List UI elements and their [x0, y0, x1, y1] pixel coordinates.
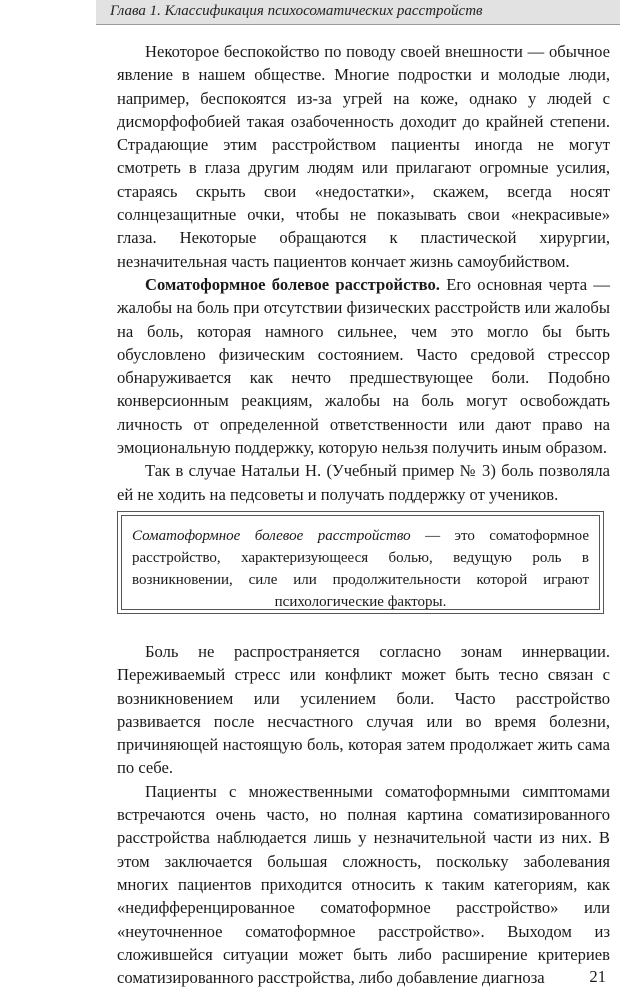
page-number: 21	[589, 967, 606, 986]
definition-text: — это соматоформное расстройство, характеризующееся болью, ведущую роль в возникновении, силе или продолжительности которой играют психологические факторы.	[132, 528, 589, 610]
definition-box	[117, 511, 604, 614]
paragraph-somatoform-pain	[117, 273, 610, 459]
definition-inner-frame	[121, 515, 600, 610]
section-heading: Соматоформное болевое расстройство.	[145, 274, 440, 294]
running-header	[96, 0, 620, 25]
paragraph-somatoform-pain-text: Его основная черта — жалобы на боль при отсутствии физических расстройств или жалобы на боль, которая намного сильнее, чем это могло бы быть обусловлено физическим состоянием. Часто средовой стрессор обнаруживается как нечто предшествующее боли. Подобно конверсионным реакциям, жалобы на боль могут освобождать личность от определенной ответственности или дают право на эмоциональную поддержку, которую нельзя получить иным образом.	[117, 274, 610, 458]
paragraph-case-example: Так в случае Натальи Н. (Учебный пример № 3) боль позволяла ей не ходить на педсоветы и получать поддержку от учеников.	[117, 461, 610, 504]
paragraph-dysmorphophobia: Некоторое беспокойство по поводу своей внешности — обычное явление в нашем обществе. Многие подростки и молодые люди, например, беспокоятся из-за угрей на коже, однако у людей с дисморфофобией такая озабоченность доходит до крайней степени. Страдающие этим расстройством пациенты иногда не могут смотреть в глаза другим людям или прилагают огромные усилия, стараясь скрыть свои «недостатки», скажем, всегда носят солнцезащитные очки, чтобы не показывать свои «некрасивые» глаза. Некоторые обращаются к пластической хирургии, незначительная часть пациентов кончает жизнь самоубийством.	[117, 42, 610, 271]
definition-term: Соматоформное болевое расстройство	[132, 528, 411, 544]
paragraph-multiple-symptoms: Пациенты с множественными соматоформными симптомами встречаются очень часто, но полная картина соматизированного расстройства наблюдается лишь у незначительной части из них. В этом заключается большая сложность, поскольку заболевания многих пациентов приходится относить к таким категориям, как «недифференцированное соматоформное расстройство» или «неуточненное соматоформное расстройство». Выходом из сложившейся ситуации может быть либо расширение критериев соматизированного расстройства, либо добавление диагноза	[117, 781, 610, 988]
main-text-block-2	[117, 640, 610, 989]
main-text-block	[117, 40, 610, 506]
running-title: Глава 1. Классификация психосоматических расстройств	[110, 3, 483, 19]
paragraph-pain-innervation: Боль не распространяется согласно зонам иннервации. Переживаемый стресс или конфликт может быть тесно связан с возникновением или усилением боли. Часто расстройство развивается после несчастного случая или во время болезни, причиняющей настоящую боль, которая затем продолжает жить сама по себе.	[117, 642, 610, 778]
